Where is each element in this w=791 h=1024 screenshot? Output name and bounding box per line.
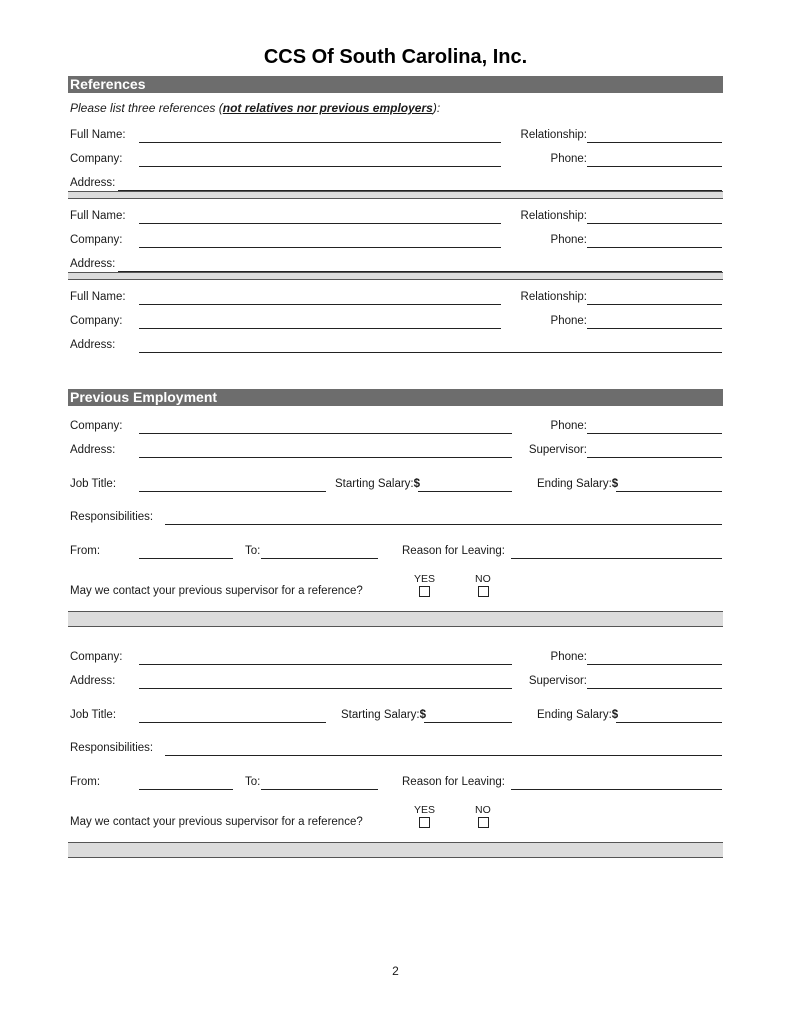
emp1-supervisor-field[interactable]: [587, 457, 722, 458]
ref2-phone-label: Phone:: [550, 234, 587, 246]
emp2-responsibilities-label: Responsibilities:: [70, 742, 154, 754]
emp1-address-label: Address:: [70, 444, 116, 456]
emp2-no-label: NO: [475, 804, 491, 816]
ref2-full-name-label: Full Name:: [70, 210, 126, 222]
emp1-from-label: From:: [70, 545, 101, 557]
emp1-from-field[interactable]: [139, 558, 233, 559]
emp1-to-field[interactable]: [261, 558, 378, 559]
ref1-company-field[interactable]: [139, 166, 501, 167]
emp1-responsibilities-field[interactable]: [165, 524, 722, 525]
emp2-from-field[interactable]: [139, 789, 233, 790]
emp1-reason-label: Reason for Leaving:: [402, 545, 505, 557]
emp1-starting-salary-field[interactable]: [418, 491, 512, 492]
emp1-separator: [68, 611, 723, 627]
emp1-contact-yes-checkbox[interactable]: [419, 586, 430, 597]
emp2-address-label: Address:: [70, 675, 116, 687]
emp2-job-title-field[interactable]: [139, 722, 326, 723]
emp1-phone-field[interactable]: [587, 433, 722, 434]
emp2-to-field[interactable]: [261, 789, 378, 790]
emp1-job-title-field[interactable]: [139, 491, 326, 492]
emp2-to-label: To:: [245, 776, 261, 788]
instructions-emphasis: not relatives nor previous employers: [222, 101, 433, 115]
emp1-to-label: To:: [245, 545, 261, 557]
emp2-supervisor-field[interactable]: [587, 688, 722, 689]
ref3-full-name-field[interactable]: [139, 304, 501, 305]
emp1-responsibilities-label: Responsibilities:: [70, 511, 154, 523]
emp2-phone-field[interactable]: [587, 664, 722, 665]
emp2-reason-label: Reason for Leaving:: [402, 776, 505, 788]
emp2-ending-salary-label: Ending Salary:$: [537, 709, 619, 721]
emp2-contact-yes-checkbox[interactable]: [419, 817, 430, 828]
ref2-company-label: Company:: [70, 234, 123, 246]
emp2-starting-salary-label: Starting Salary:$: [341, 709, 427, 721]
emp1-phone-label: Phone:: [550, 420, 587, 432]
emp2-phone-label: Phone:: [550, 651, 587, 663]
ref1-address-label: Address:: [70, 177, 116, 189]
emp2-starting-salary-field[interactable]: [424, 722, 512, 723]
ref1-relationship-field[interactable]: [587, 142, 722, 143]
employment-heading: Previous Employment: [70, 389, 218, 405]
ref1-relationship-label: Relationship:: [520, 129, 587, 141]
ref2-company-field[interactable]: [139, 247, 501, 248]
emp2-company-label: Company:: [70, 651, 123, 663]
ref2-phone-field[interactable]: [587, 247, 722, 248]
emp2-separator: [68, 842, 723, 858]
ref3-address-field[interactable]: [139, 352, 722, 353]
ref3-full-name-label: Full Name:: [70, 291, 126, 303]
emp2-company-field[interactable]: [139, 664, 512, 665]
ref1-phone-field[interactable]: [587, 166, 722, 167]
ref1-company-label: Company:: [70, 153, 123, 165]
emp1-no-label: NO: [475, 573, 491, 585]
emp1-ending-salary-field[interactable]: [616, 491, 722, 492]
page-number: 2: [392, 964, 399, 978]
emp2-ending-salary-field[interactable]: [616, 722, 722, 723]
emp1-company-field[interactable]: [139, 433, 512, 434]
ref2-full-name-field[interactable]: [139, 223, 501, 224]
employment-section-header: [68, 389, 723, 406]
references-section-header: [68, 76, 723, 93]
emp1-contact-no-checkbox[interactable]: [478, 586, 489, 597]
ref3-relationship-field[interactable]: [587, 304, 722, 305]
company-title: CCS Of South Carolina, Inc.: [263, 46, 528, 68]
emp2-supervisor-label: Supervisor:: [528, 675, 587, 687]
emp1-ending-salary-label: Ending Salary:$: [537, 478, 619, 490]
ref3-company-field[interactable]: [139, 328, 501, 329]
ref3-relationship-label: Relationship:: [520, 291, 587, 303]
emp2-contact-question: May we contact your previous supervisor for a reference?: [70, 816, 363, 828]
ref3-company-label: Company:: [70, 315, 123, 327]
ref2-address-label: Address:: [70, 258, 116, 270]
ref3-phone-label: Phone:: [550, 315, 587, 327]
references-instructions: [70, 101, 440, 115]
ref3-address-label: Address:: [70, 339, 116, 351]
emp2-reason-field[interactable]: [511, 789, 722, 790]
ref1-full-name-label: Full Name:: [70, 129, 126, 141]
emp1-address-field[interactable]: [139, 457, 512, 458]
emp1-supervisor-label: Supervisor:: [528, 444, 587, 456]
ref2-separator: [68, 272, 723, 280]
emp2-job-title-label: Job Title:: [70, 709, 117, 721]
references-heading: References: [70, 76, 146, 92]
ref2-relationship-field[interactable]: [587, 223, 722, 224]
emp1-yes-label: YES: [414, 573, 436, 585]
emp2-from-label: From:: [70, 776, 101, 788]
emp1-contact-question: May we contact your previous supervisor for a reference?: [70, 585, 363, 597]
emp1-reason-field[interactable]: [511, 558, 722, 559]
ref1-separator: [68, 191, 723, 199]
instructions-prefix: Please list three references (: [70, 101, 223, 115]
ref3-phone-field[interactable]: [587, 328, 722, 329]
ref2-relationship-label: Relationship:: [520, 210, 587, 222]
ref1-full-name-field[interactable]: [139, 142, 501, 143]
emp1-company-label: Company:: [70, 420, 123, 432]
emp2-contact-no-checkbox[interactable]: [478, 817, 489, 828]
emp1-starting-salary-label: Starting Salary:$: [335, 478, 421, 490]
emp1-job-title-label: Job Title:: [70, 478, 117, 490]
emp2-yes-label: YES: [414, 804, 436, 816]
instructions-suffix: ):: [432, 101, 441, 115]
emp2-address-field[interactable]: [139, 688, 512, 689]
emp2-responsibilities-field[interactable]: [165, 755, 722, 756]
ref1-phone-label: Phone:: [550, 153, 587, 165]
